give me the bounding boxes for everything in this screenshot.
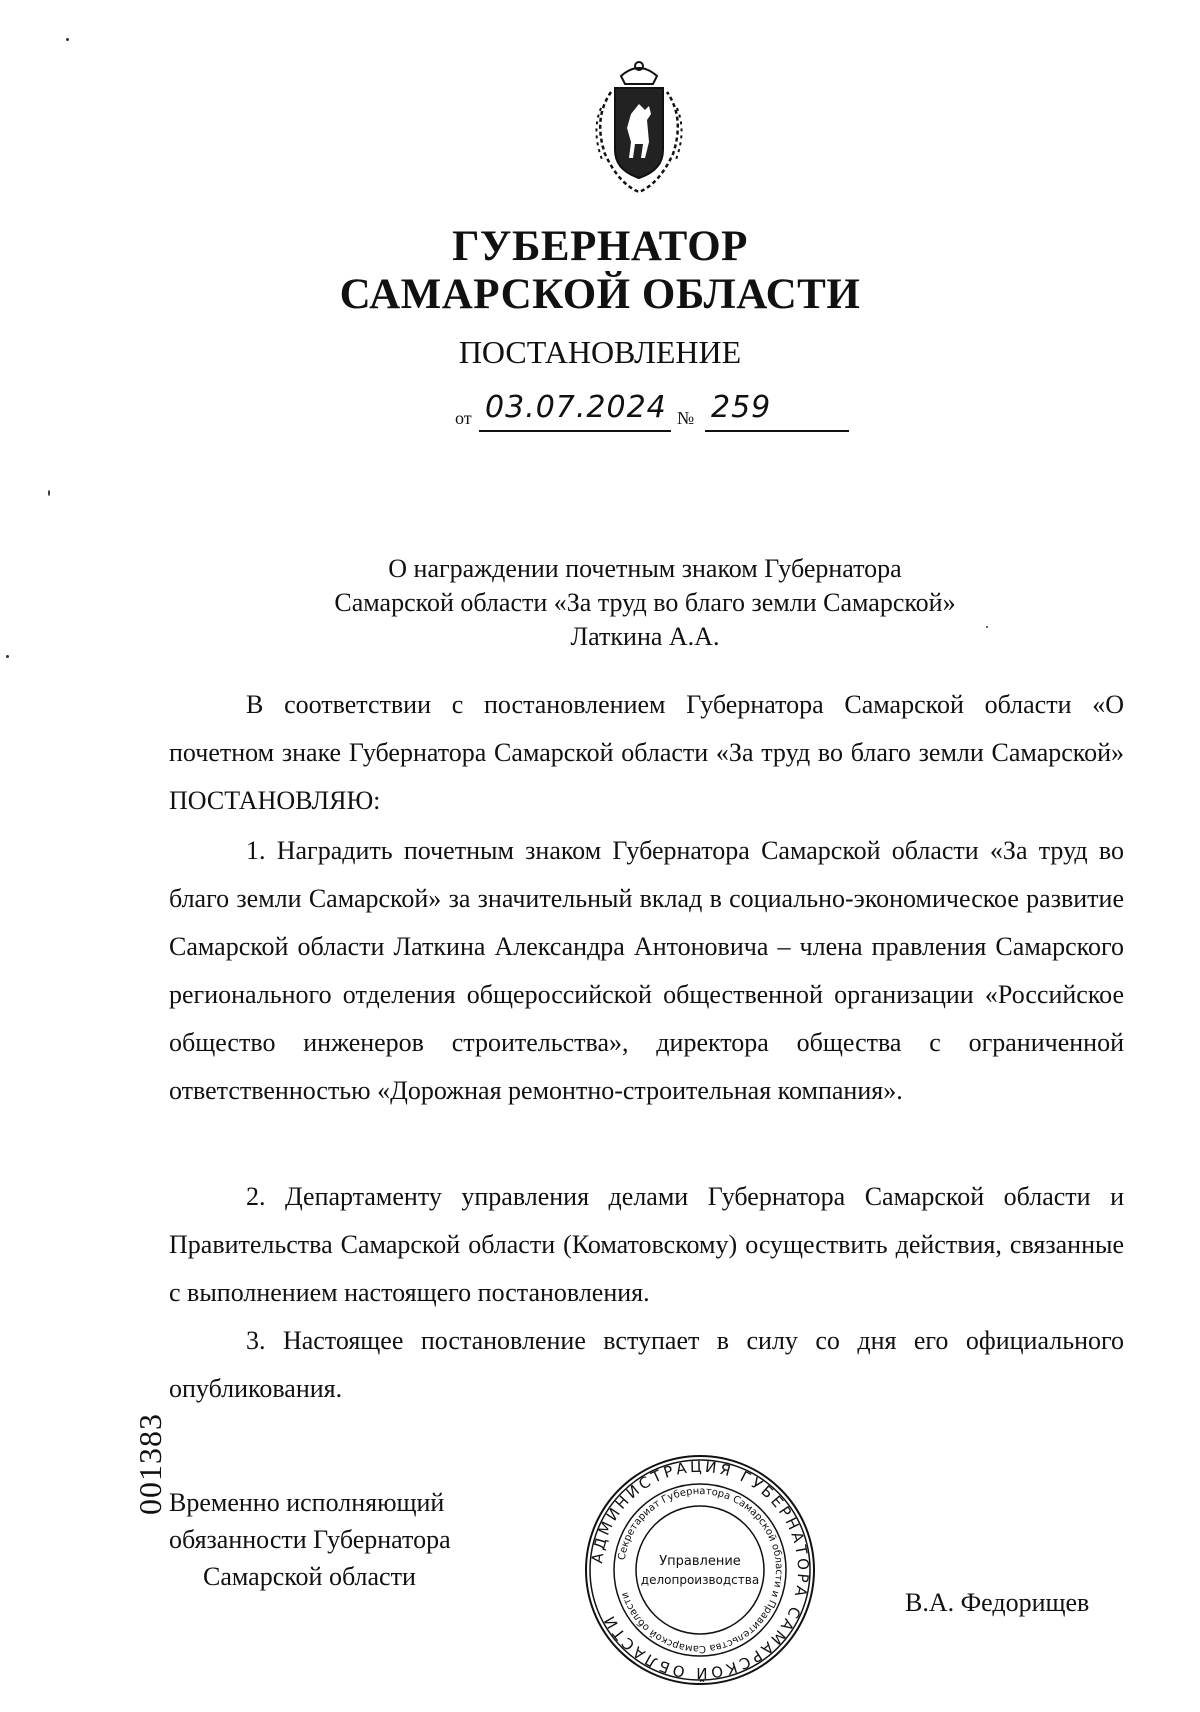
official-stamp bbox=[583, 1453, 817, 1687]
stamp-center-line2: делопроизводства bbox=[640, 1573, 760, 1587]
signer-name: В.А. Федорищев bbox=[905, 1588, 1090, 1617]
number-prefix: № bbox=[677, 408, 695, 428]
clause-2-text: 2. Департаменту управления делами Губернатора Самарской области и Правительства Самарской области (Коматовскому) осуществить действия, связанные с выполнением настоящего постановления. bbox=[169, 1182, 1124, 1307]
signer-position-line1: Временно исполняющий bbox=[169, 1488, 445, 1517]
stamp-outer-text: АДМИНИСТРАЦИЯ ГУБЕРНАТОРА САМАРСКОЙ ОБЛАСТИ bbox=[588, 1457, 813, 1683]
document-number: 259 bbox=[711, 390, 772, 425]
date-prefix: от bbox=[455, 408, 472, 428]
document-subject bbox=[0, 552, 1200, 654]
coat-of-arms-icon bbox=[581, 58, 697, 198]
document-date: 03.07.2024 bbox=[485, 390, 667, 425]
stamp-inner-text: Секретариат Губернатора Самарской области и Правительства Самарской области bbox=[616, 1485, 785, 1655]
signer-position-line2: обязанности Губернатора bbox=[169, 1525, 451, 1554]
date-underline bbox=[479, 430, 671, 432]
clause-3-text: 3. Настоящее постановление вступает в силу со дня его официального опубликования. bbox=[169, 1326, 1124, 1403]
subject-line2: Самарской области «За труд во благо земли Самарской» bbox=[334, 588, 956, 617]
subject-line3: Латкина А.А. bbox=[570, 622, 720, 651]
document-type: ПОСТАНОВЛЕНИЕ bbox=[458, 334, 742, 370]
scan-speck bbox=[48, 490, 50, 496]
scan-speck bbox=[66, 38, 69, 41]
organization-title-line1: ГУБЕРНАТОР bbox=[452, 223, 748, 270]
preamble-text: В соответствии с постановлением Губернатора Самарской области «О почетном знаке Губернатора Самарской области «За труд во благо земли Самарской» ПОСТАНОВЛЯЮ: bbox=[169, 690, 1124, 815]
scan-speck bbox=[986, 626, 988, 628]
clause-3-paragraph bbox=[169, 1317, 1124, 1413]
organization-title-line2: САМАРСКОЙ ОБЛАСТИ bbox=[339, 271, 861, 318]
signer-position-line3: Самарской области bbox=[203, 1562, 416, 1591]
number-underline bbox=[705, 430, 849, 432]
signer-position bbox=[169, 1484, 451, 1595]
stamp-center-line1: Управление bbox=[659, 1554, 741, 1569]
clause-2-paragraph bbox=[169, 1173, 1124, 1317]
registration-number: 001383 bbox=[132, 1413, 168, 1515]
subject-line1: О награждении почетным знаком Губернатора bbox=[388, 554, 902, 583]
date-number-line bbox=[455, 390, 855, 436]
preamble-paragraph bbox=[169, 681, 1124, 825]
clause-1-paragraph bbox=[169, 827, 1124, 1115]
clause-1-text: 1. Наградить почетным знаком Губернатора Самарской области «За труд во благо земли Самарской» за значительный вклад в социально-экономическое развитие Самарской области Латкина Александра Антоновича – члена правления Самарского регионального отделения общероссийской общественной организации «Российское общество инженеров строительства», директора общества с ограниченной ответственностью «Дорожная ремонтно-строительная компания». bbox=[169, 836, 1124, 1105]
scan-speck bbox=[6, 655, 9, 658]
